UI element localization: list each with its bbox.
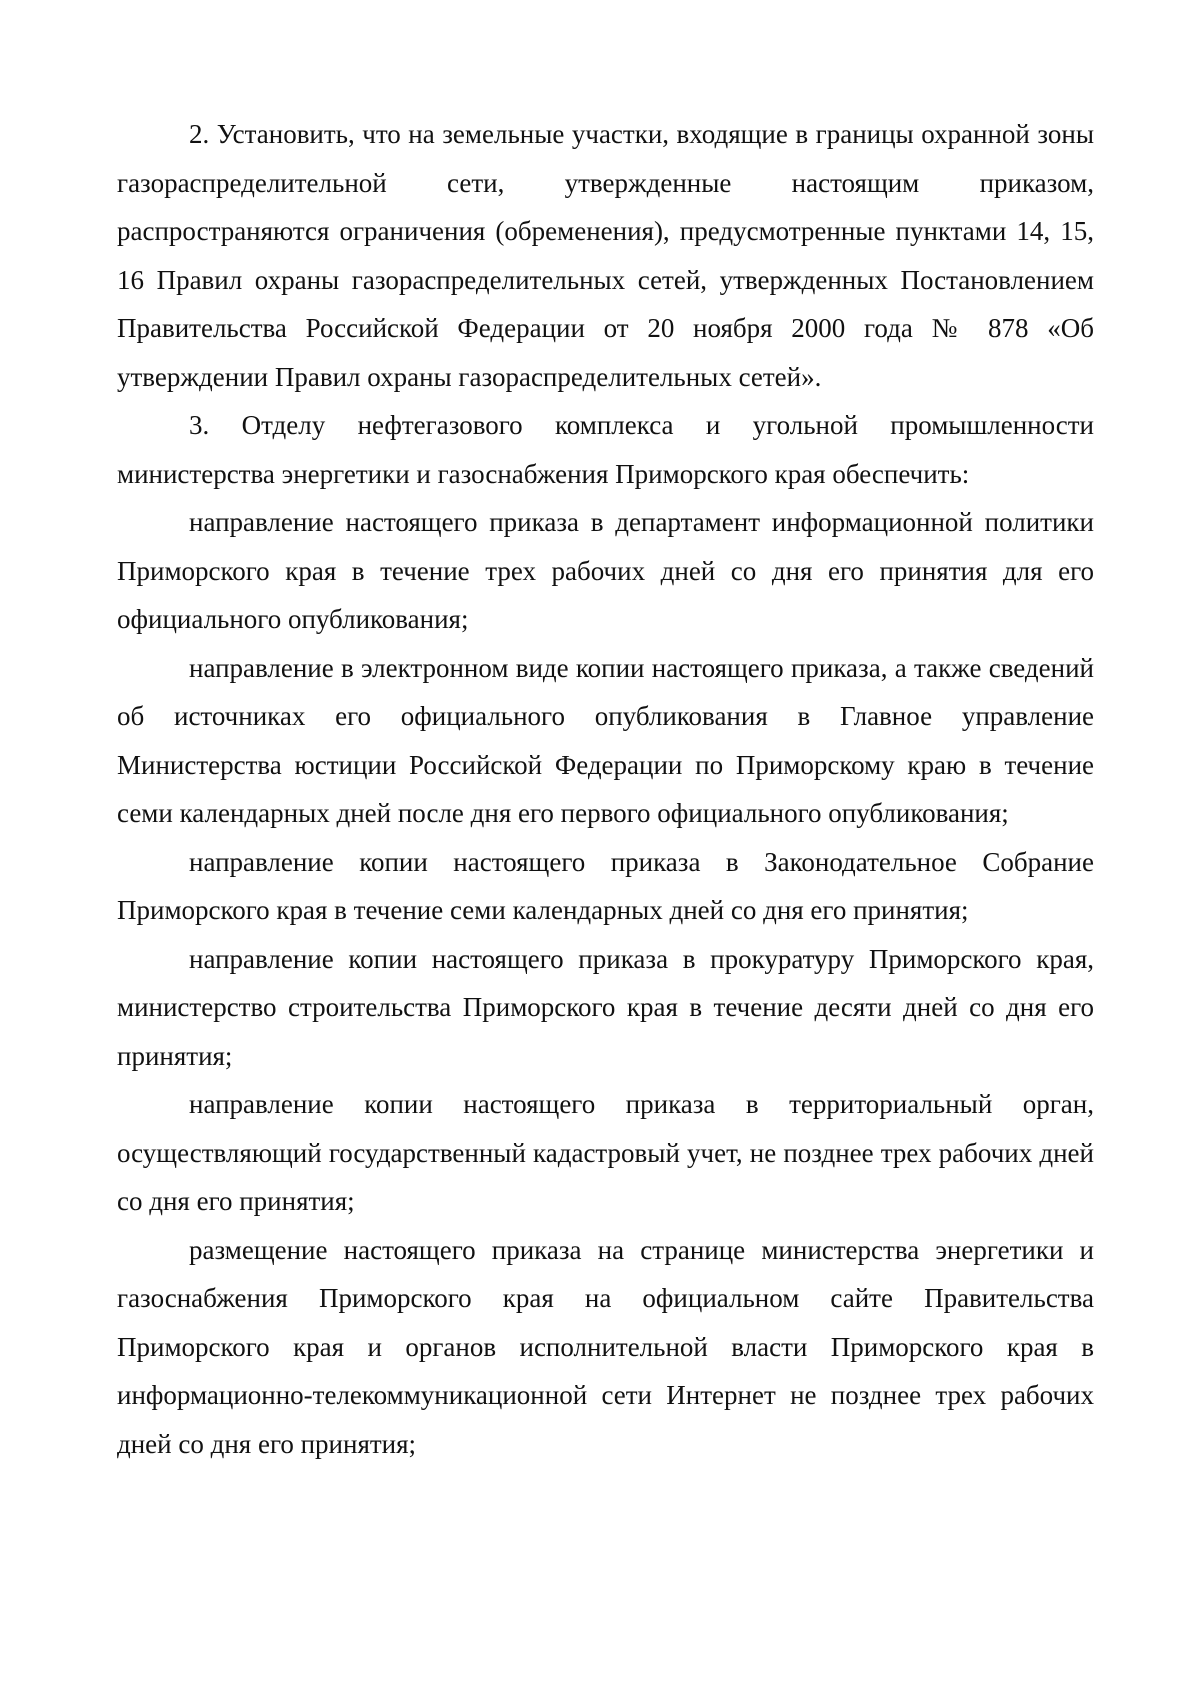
paragraph-subitem-legislative-assembly: направление копии настоящего приказа в Законодательное Собрание Приморского края в течение семи календарных дней со дня его принятия; xyxy=(117,846,1094,925)
paragraph-subitem-website: размещение настоящего приказа на странице министерства энергетики и газоснабжения Приморского края на официальном сайте Правительства Приморского края и органов исполнительной власти Приморского края в информационно-телекоммуникационной сети Интернет не позднее трех рабочих дней со дня его принятия; xyxy=(117,1234,1094,1459)
paragraph-item-3: 3. Отделу нефтегазового комплекса и угольной промышленности министерства энергетики и газоснабжения Приморского края обеспечить: xyxy=(117,410,1094,489)
document-body xyxy=(117,110,1094,1468)
paragraph-subitem-ministry-justice: направление в электронном виде копии настоящего приказа, а также сведений об источниках его официального опубликования в Главное управление Министерства юстиции Российской Федерации по Приморскому краю в течение семи календарных дней после дня его первого официального опубликования; xyxy=(117,652,1094,828)
paragraph-subitem-prosecutor: направление копии настоящего приказа в прокуратуру Приморского края, министерство строительства Приморского края в течение десяти дней со дня его принятия; xyxy=(117,943,1094,1071)
paragraph-subitem-cadastral: направление копии настоящего приказа в территориальный орган, осуществляющий государственный кадастровый учет, не позднее трех рабочих дней со дня его принятия; xyxy=(117,1089,1094,1216)
paragraph-subitem-department: направление настоящего приказа в департамент информационной политики Приморского края в течение трех рабочих дней со дня его принятия для его официального опубликования; xyxy=(117,507,1094,634)
paragraph-item-2: 2. Установить, что на земельные участки, входящие в границы охранной зоны газораспределительной сети, утвержденные настоящим приказом, распространяются ограничения (обременения), предусмотренные пунктами 14, 15, 16 Правил охраны газораспределительных сетей, утвержденных Постановлением Правительства Российской Федерации от 20 ноября 2000 года № 878 «Об утверждении Правил охраны газораспределительных сетей». xyxy=(117,119,1094,392)
